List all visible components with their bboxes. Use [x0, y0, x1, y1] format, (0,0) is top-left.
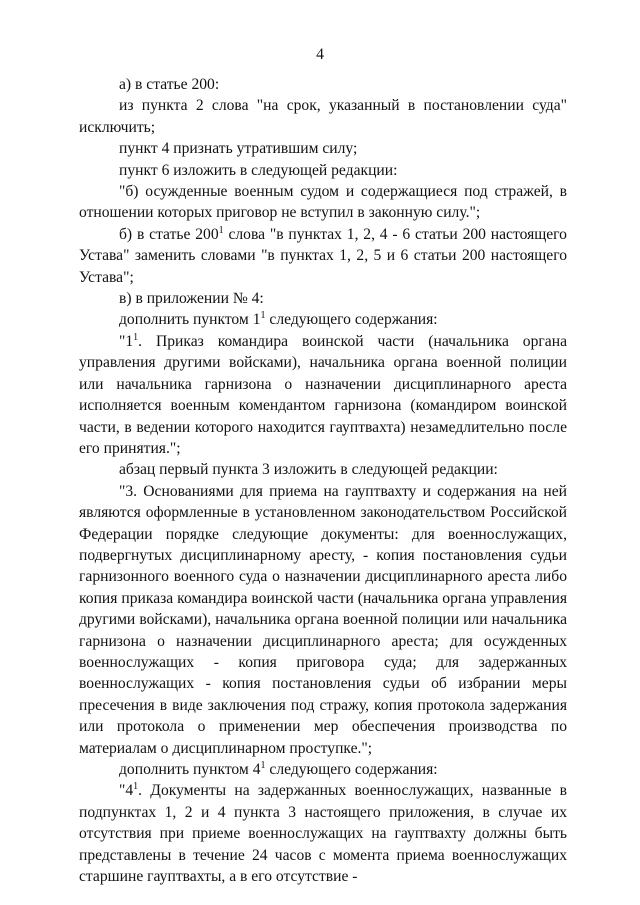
paragraph-text: следующего содержания:	[265, 761, 438, 778]
paragraph-text: пункт 4 признать утратившим силу;	[119, 140, 358, 158]
paragraph-text: "1	[119, 332, 134, 350]
paragraph-text: "4	[119, 782, 134, 800]
paragraph-quote-item-1-1	[79, 331, 567, 459]
paragraph-item-4-void	[79, 138, 567, 159]
paragraph-b-article-200-1	[79, 224, 567, 288]
paragraph-text: . Документы на задержанных военнослужащих, названные в подпунктах 1, 2 и 4 пункта 3 настоящего приложения, в случае их отсутствия при приеме военнослужащих на гауптвахту должны быть представлены в течение 24 часов с момента приема военнослужащих старшине гауптвахты, а в его отсутствие -	[79, 782, 567, 886]
superscript: 1	[260, 759, 266, 771]
paragraph-text: дополнить пунктом 4	[119, 761, 261, 778]
paragraph-text: а) в статье 200:	[119, 76, 220, 93]
paragraph-item-3-restate	[79, 459, 567, 480]
paragraph-text: б) в статье 200	[119, 225, 219, 243]
page-number: 4	[316, 46, 324, 63]
superscript: 1	[260, 310, 266, 322]
paragraph-text: дополнить пунктом 1	[119, 311, 261, 329]
paragraph-quote-b-convicted	[79, 181, 567, 224]
paragraph-add-item-4-1	[79, 759, 567, 780]
superscript: 1	[133, 331, 139, 343]
paragraph-text: следующего содержания:	[265, 311, 438, 329]
paragraph-item-6-restate	[79, 160, 567, 181]
paragraph-text: . Приказ командира воинской части (начальника органа управления другими войсками), начальника органа военной полиции или начальника гарнизона о назначении дисциплинарного ареста исполняется военным комендантом гарнизона (командиром воинской части, в ведении которого находится гауптвахта) незамедлительно после его принятия.";	[79, 332, 567, 457]
paragraph-text: "3. Основаниями для приема на гауптвахту и содержания на ней являются оформленные в установленном законодательством Российской Федерации порядке следующие документы: для военнослужащих, подвергнутых дисциплинарному аресту, - копия постановления судьи гарнизонного военного суда о назначении дисциплинарного ареста либо копия приказа командира воинской части (начальника органа управления другими войсками), начальника органа военной полиции или начальника гарнизона о назначении дисциплинарного ареста; для осужденных военнослужащих - копия приговора суда; для задержанных военнослужащих - копия постановления судьи об избрании меры пресечения в виде заключения под стражу, копия протокола задержания или протокола о применении мер обеспечения производства по материалам о дисциплинарном проступке.";	[79, 482, 567, 757]
paragraph-text: абзац первый пункта 3 изложить в следующей редакции:	[119, 461, 498, 479]
paragraph-text: "б) осужденные военным судом и содержащиеся под стражей, в отношении которых приговор не вступил в законную силу.";	[79, 183, 567, 222]
paragraph-text: пункт 6 изложить в следующей редакции:	[119, 161, 398, 179]
superscript: 1	[133, 781, 139, 793]
paragraph-text: в) в приложении № 4:	[119, 290, 264, 308]
paragraph-text: слова "в пунктах 1, 2, 4 - 6 статьи 200 настоящего Устава" заменить словами "в пунктах 1, 2, 5 и 6 статьи 200 настоящего Устава";	[79, 225, 567, 286]
superscript: 1	[218, 224, 224, 236]
paragraph-quote-item-4-1	[79, 780, 567, 887]
paragraph-item-2-exclude	[79, 95, 567, 138]
paragraph-v-appendix-4	[79, 288, 567, 309]
paragraph-text: из пункта 2 слова "на срок, указанный в постановлении суда" исключить;	[79, 97, 567, 136]
document-body	[79, 74, 567, 887]
paragraph-quote-item-3	[79, 481, 567, 759]
paragraph-a-article-200	[79, 74, 567, 95]
paragraph-add-item-1-1	[79, 309, 567, 330]
